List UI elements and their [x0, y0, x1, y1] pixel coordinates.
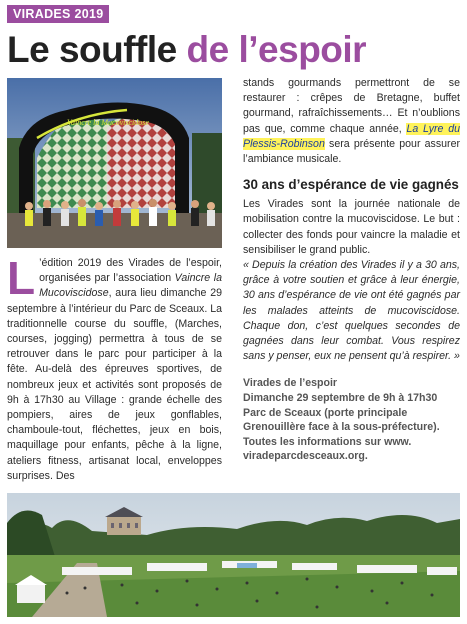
arch-banner-text: Vaincre la Mucoviscidose	[67, 118, 149, 127]
info-line: Grenouillère face à la sous-préfecture).	[243, 421, 440, 434]
continued-paragraph: stands gourmands permettront de se restaurer : crêpes de Bretagne, buffet gourmand, rafraîchissements… Et n’oublions pas que, comme chaque année, La Lyre du Plessis-Robinson sera présente pour assurer l’ambiance musicale.	[243, 77, 460, 166]
title-part-2: de l’espoir	[186, 29, 367, 70]
quote-paragraph: « Depuis la création des Virades il y a 30 ans, grâce à votre soutien et grâce à leur énergie, 30 ans d’espérance de vie ont été gagnés par les malades atteints de mucoviscidose. Chaque don, c’est quelques secondes de gagnées dans leur combat. Vous respirez sans y penser, eux ne pensent qu’à respirer. »	[243, 259, 460, 363]
race-start-photo	[7, 78, 222, 248]
association-name: Vaincre la Mucoviscidose	[39, 272, 222, 300]
section-tag: VIRADES 2019	[7, 5, 109, 23]
subheading: 30 ans d’espérance de vie gagnés	[243, 177, 459, 193]
title-part-1: Le souffle	[7, 29, 187, 70]
article-title	[7, 30, 366, 70]
info-line: Parc de Sceaux (porte principale	[243, 406, 408, 419]
right-column	[243, 76, 460, 464]
event-info-box	[243, 376, 460, 464]
drop-cap: L	[7, 252, 36, 304]
left-column	[7, 252, 222, 484]
mission-paragraph: Les Virades sont la journée nationale de mobilisation contre la mucoviscidose. Le but : collecter des fonds pour vaincre la maladie et sensibiliser le grand public.	[243, 198, 460, 256]
info-line: Toutes les informations sur www.	[243, 435, 412, 448]
info-line: Dimanche 29 septembre de 9h à 17h30	[243, 392, 438, 405]
info-line: viradeparcdesceaux.org.	[243, 450, 368, 463]
highlighted-band-name: La Lyre du Plessis-Robinson	[243, 122, 460, 150]
info-line: Virades de l’espoir	[243, 377, 338, 390]
park-panorama-photo	[7, 493, 460, 617]
intro-paragraph: L ’édition 2019 des Virades de l’espoir, organisées par l’association Vaincre la Mucoviscidose, aura lieu dimanche 29 septembre à l’intérieur du Parc de Sceaux. La traditionnelle course du souffle, (Marches, courses, jogging) permettra à tous de se retrouver dans le parc pour participer à la fête. Au-delà des épreuves sportives, de nombreux jeux et activités sont proposés de 9h à 17h30 au Village : grande échelle des pompiers, aires de jeux gonflables, chamboule-tout, fléchettes, jeux en bois, maquillage pour enfants, pêche à la ligne, ateliers fitness, artisanat local, enveloppes surprises. Des	[7, 252, 222, 482]
